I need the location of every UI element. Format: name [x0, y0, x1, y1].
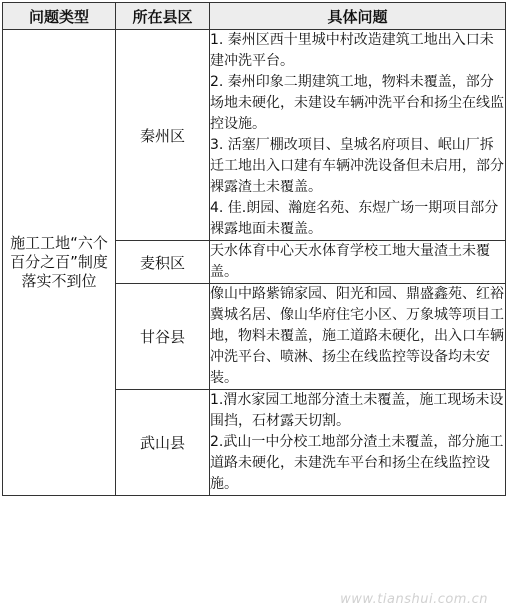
header-issue-type: 问题类型	[3, 3, 116, 30]
detail-cell	[210, 241, 506, 284]
header-county: 所在县区	[116, 3, 210, 30]
issue-type-cell: 施工工地“六个百分之百”制度落实不到位	[3, 30, 116, 496]
header-detail: 具体问题	[210, 3, 506, 30]
county-cell: 武山县	[116, 390, 210, 496]
county-cell: 甘谷县	[116, 284, 210, 390]
county-cell: 秦州区	[116, 30, 210, 241]
detail-item: 像山中路紫锦家园、阳光和园、鼎盛鑫苑、红裕冀城名居、像山华府住宅小区、万象城等项目工地，物料未覆盖，施工道路未硬化，出入口车辆冲洗平台、喷淋、扬尘在线监控等设备均未安装。	[210, 286, 504, 386]
detail-item: 3. 活塞厂棚改项目、皇城名府项目、岷山厂拆迁工地出入口建有车辆冲洗设备但未启用，部分裸露渣土未覆盖。	[210, 137, 504, 195]
header-row	[3, 3, 506, 30]
detail-item: 2.武山一中分校工地部分渣土未覆盖，部分施工道路未硬化，未建洗车平台和扬尘在线监控设施。	[210, 434, 504, 492]
detail-cell	[210, 284, 506, 390]
detail-item: 1. 秦州区西十里城中村改造建筑工地出入口未建冲洗平台。	[210, 32, 494, 69]
detail-cell	[210, 30, 506, 241]
issues-table	[2, 2, 506, 496]
watermark: www.tianshui.com.cn	[340, 592, 488, 607]
detail-item: 2. 秦州印象二期建筑工地，物料未覆盖，部分场地未硬化，未建设车辆冲洗平台和扬尘在线监控设施。	[210, 74, 504, 132]
detail-item: 1.渭水家园工地部分渣土未覆盖，施工现场未设围挡，石材露天切割。	[210, 392, 504, 429]
detail-item: 天水体育中心天水体育学校工地大量渣土未覆盖。	[210, 243, 490, 280]
detail-item: 4. 佳.朗园、瀚庭名苑、东煜广场一期项目部分裸露地面未覆盖。	[210, 200, 499, 237]
table-row	[3, 30, 506, 241]
county-cell: 麦积区	[116, 241, 210, 284]
detail-cell	[210, 390, 506, 496]
